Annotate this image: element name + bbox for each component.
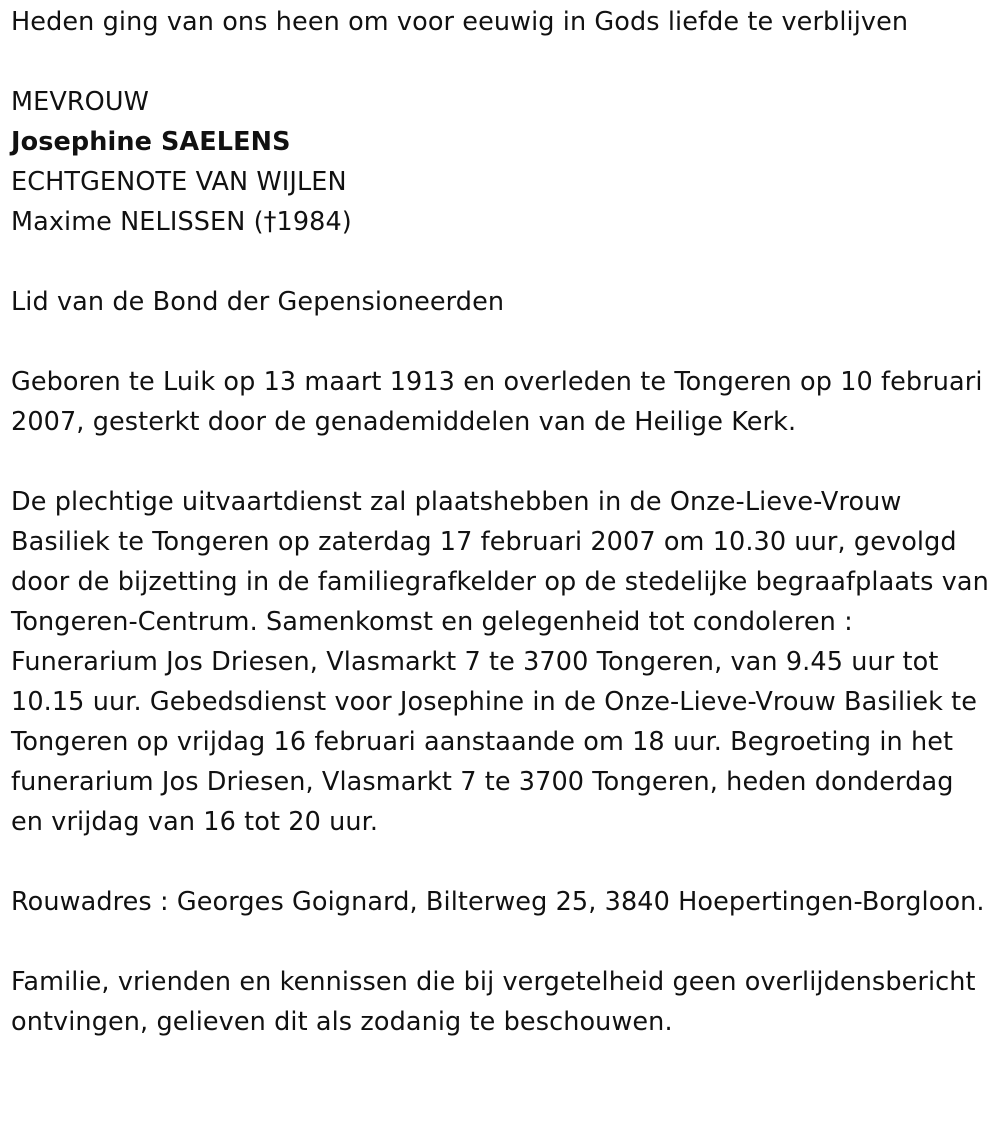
membership-text: Lid van de Bond der Gepensioneerden (11, 287, 505, 317)
closing-paragraph: Familie, vrienden en kennissen die bij vergetelheid geen overlijdensbericht ontvingen, gelieven dit als zodanig te beschouwen. (11, 967, 976, 1037)
birth-death-paragraph: Geboren te Luik op 13 maart 1913 en overleden te Tongeren op 10 februari 2007, gesterkt door de genademiddelen van de Heilige Kerk. (11, 367, 983, 437)
relation-text: ECHTGENOTE VAN WIJLEN (11, 167, 347, 197)
funeral-paragraph: De plechtige uitvaartdienst zal plaatshebben in de Onze-Lieve-Vrouw Basiliek te Tongeren op zaterdag 17 februari 2007 om 10.30 uur, gevolgd door de bijzetting in de familiegrafkelder op de stedelijke begraafplaats van Tongeren-Centrum. Samenkomst en gelegenheid tot condoleren : Funerarium Jos Driesen, Vlasmarkt 7 te 3700 Tongeren, van 9.45 uur tot 10.15 uur. Gebedsdienst voor Josephine in de Onze-Lieve-Vrouw Basiliek te Tongeren op vrijdag 16 februari aanstaande om 18 uur. Begroeting in het funerarium Jos Driesen, Vlasmarkt 7 te 3700 Tongeren, heden donderdag en vrijdag van 16 tot 20 uur. (11, 487, 989, 837)
spacer (11, 322, 993, 362)
spacer (11, 242, 993, 282)
spacer (11, 42, 993, 82)
spacer (11, 922, 993, 962)
spacer (11, 442, 993, 482)
deceased-name: Josephine SAELENS (11, 127, 291, 157)
honorific: MEVROUW (11, 87, 149, 117)
spouse-name: Maxime NELISSEN (†1984) (11, 207, 352, 237)
spacer (11, 842, 993, 882)
obituary-notice (11, 2, 993, 1042)
intro-text: Heden ging van ons heen om voor eeuwig in Gods liefde te verblijven (11, 7, 909, 37)
mourning-address: Rouwadres : Georges Goignard, Bilterweg 25, 3840 Hoepertingen-Borgloon. (11, 887, 985, 917)
